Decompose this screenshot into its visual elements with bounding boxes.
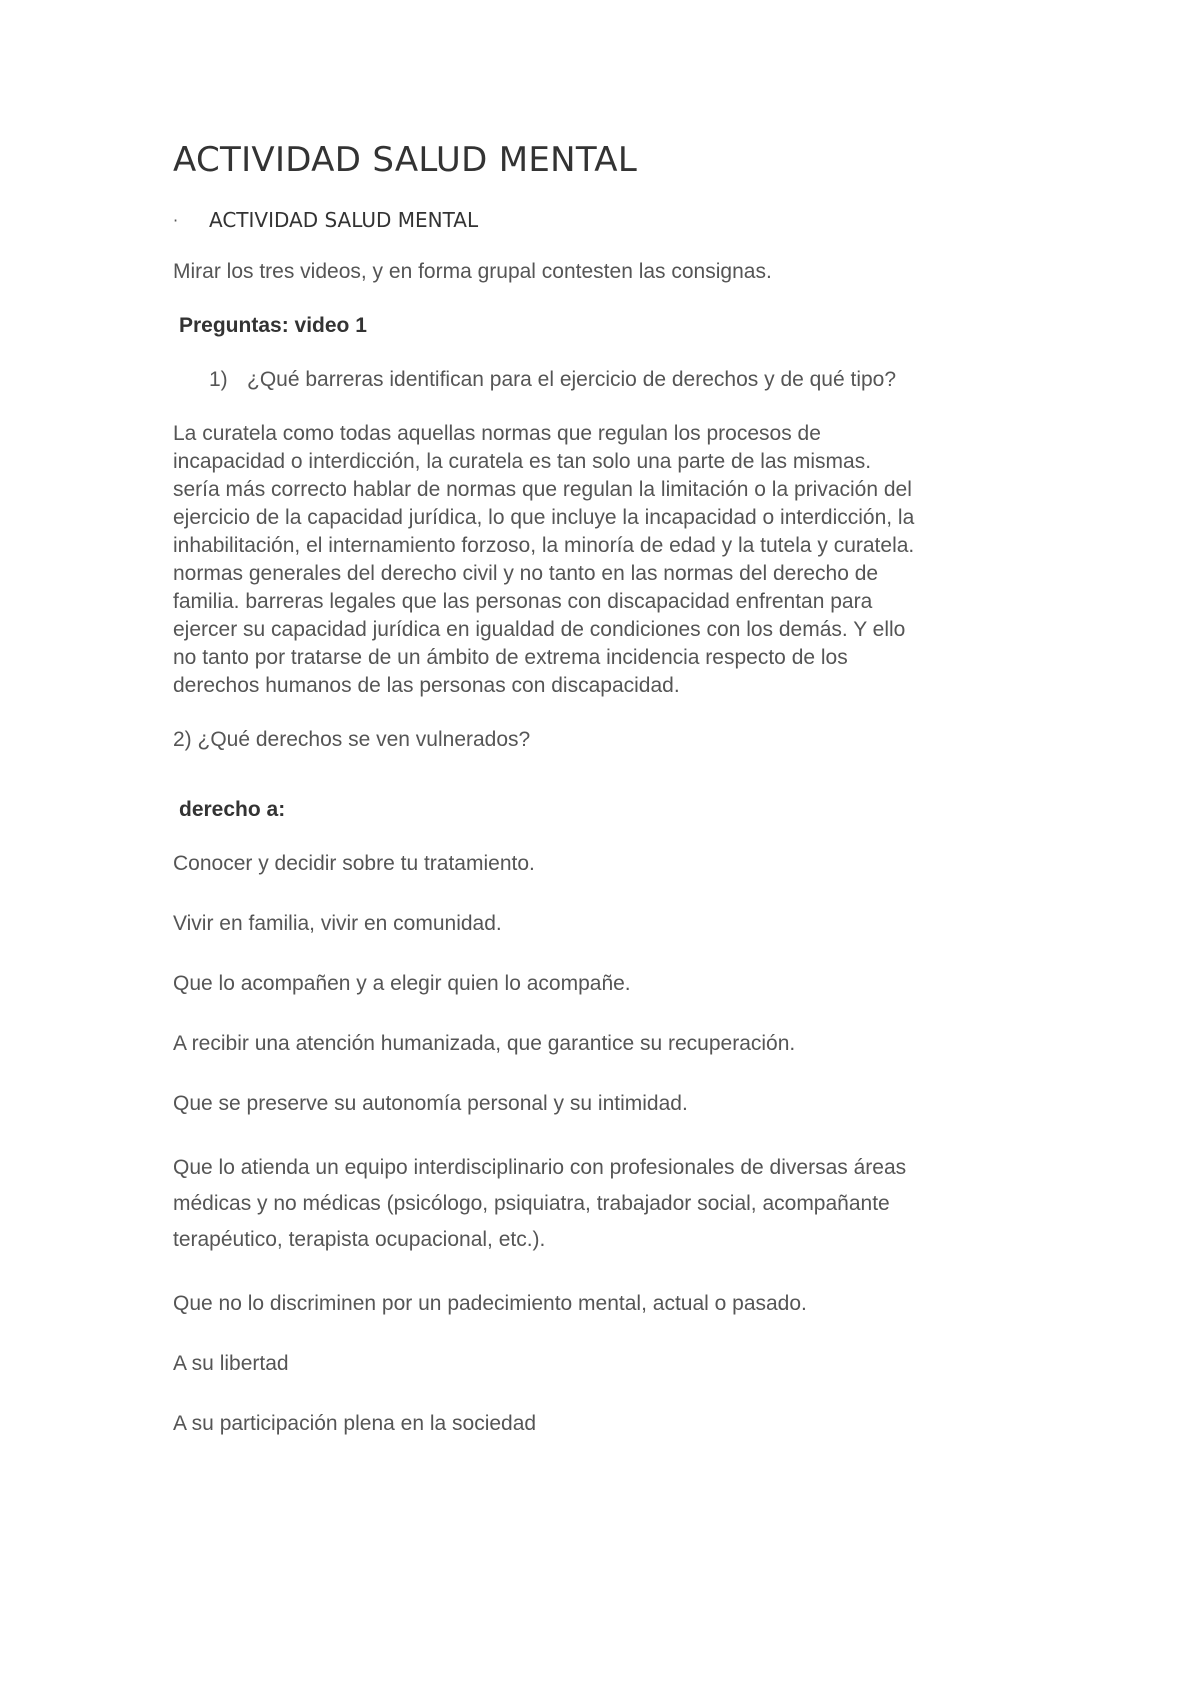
answer-1-line: no tanto por tratarse de un ámbito de extrema incidencia respecto de los xyxy=(173,646,848,669)
right-item: Conocer y decidir sobre tu tratamiento. xyxy=(173,852,535,875)
answer-1-line: incapacidad o interdicción, la curatela es tan solo una parte de las mismas. xyxy=(173,450,872,473)
answer-1-line: ejercicio de la capacidad jurídica, lo que incluye la incapacidad o interdicción, la xyxy=(173,506,915,529)
right-item: Que no lo discriminen por un padecimiento mental, actual o pasado. xyxy=(173,1292,807,1315)
answer-1-line: derechos humanos de las personas con discapacidad. xyxy=(173,674,680,697)
answer-1-line: sería más correcto hablar de normas que regulan la limitación o la privación del xyxy=(173,478,912,501)
right-item: Vivir en familia, vivir en comunidad. xyxy=(173,912,502,935)
answer-1-line: familia. barreras legales que las personas con discapacidad enfrentan para xyxy=(173,590,873,613)
answer-1-line: ejercer su capacidad jurídica en igualdad de condiciones con los demás. Y ello xyxy=(173,618,906,641)
answer-1-line: La curatela como todas aquellas normas que regulan los procesos de xyxy=(173,422,821,445)
rights-heading: derecho a: xyxy=(179,798,286,821)
answer-1-line: inhabilitación, el internamiento forzoso, la minoría de edad y la tutela y curatela. xyxy=(173,534,915,557)
intro-paragraph: Mirar los tres videos, y en forma grupal contesten las consignas. xyxy=(173,260,772,283)
team-line: médicas y no médicas (psicólogo, psiquiatra, trabajador social, acompañante xyxy=(173,1192,890,1215)
right-item: A su libertad xyxy=(173,1352,289,1375)
subheading-text: ACTIVIDAD SALUD MENTAL xyxy=(209,208,479,232)
right-item: Que se preserve su autonomía personal y su intimidad. xyxy=(173,1092,688,1115)
question-1-number: 1) xyxy=(209,368,228,391)
question-2: 2) ¿Qué derechos se ven vulnerados? xyxy=(173,728,531,751)
team-line: terapéutico, terapista ocupacional, etc.). xyxy=(173,1228,546,1251)
questions-heading: Preguntas: video 1 xyxy=(179,314,367,337)
question-1 xyxy=(209,366,1053,394)
bullet-icon: · xyxy=(173,210,179,230)
right-item: A su participación plena en la sociedad xyxy=(173,1412,537,1435)
document-title: ACTIVIDAD SALUD MENTAL xyxy=(173,140,638,180)
answer-1-paragraph xyxy=(173,420,1053,700)
team-line: Que lo atienda un equipo interdisciplinario con profesionales de diversas áreas xyxy=(173,1156,907,1179)
right-item: A recibir una atención humanizada, que garantice su recuperación. xyxy=(173,1032,796,1055)
subheading xyxy=(173,208,1053,232)
right-item: Que lo acompañen y a elegir quien lo acompañe. xyxy=(173,972,631,995)
answer-1-line: normas generales del derecho civil y no tanto en las normas del derecho de xyxy=(173,562,879,585)
question-1-text: ¿Qué barreras identifican para el ejercicio de derechos y de qué tipo? xyxy=(247,368,897,391)
document-page xyxy=(173,140,1053,1470)
team-paragraph xyxy=(173,1150,1053,1258)
